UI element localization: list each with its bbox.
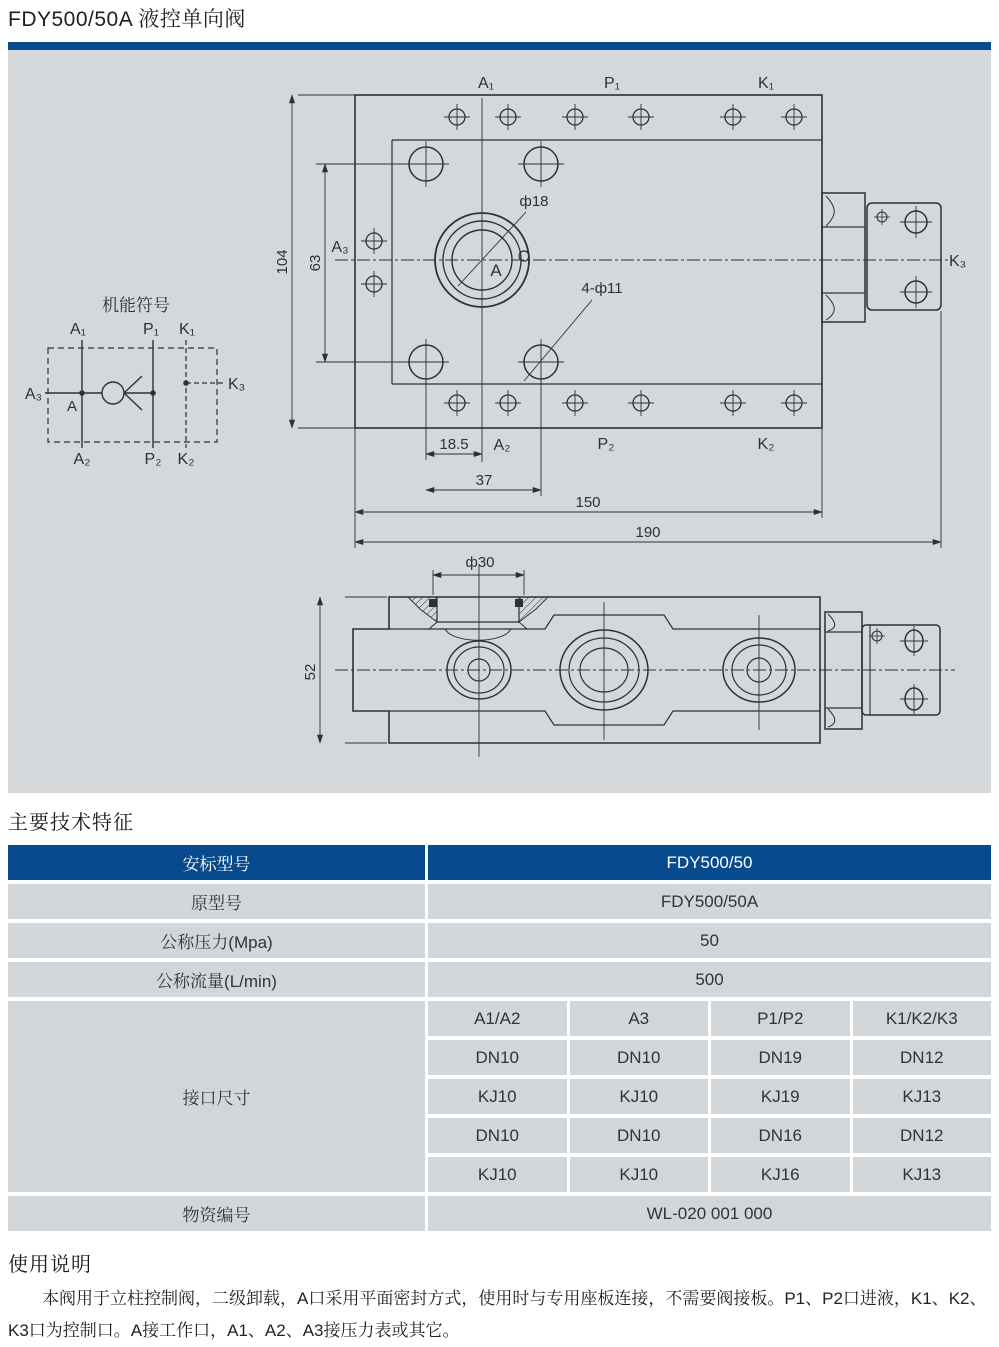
table-row-ports — [8, 1001, 991, 1192]
holes-callout: 4-ф11 — [581, 280, 623, 297]
top-label-p1: P₁ — [603, 75, 621, 92]
grid-cell: DN10 — [428, 1040, 567, 1075]
row-value: WL-020 001 000 — [428, 1196, 991, 1231]
grid-cell: A1/A2 — [428, 1001, 567, 1036]
dim-phi30: ф30 — [465, 554, 495, 571]
grid-row — [428, 1118, 991, 1153]
top-label-a1: A₁ — [477, 75, 495, 92]
grid-cell: DN12 — [853, 1118, 992, 1153]
symbol-label-p2: P₂ — [144, 451, 162, 468]
grid-cell: KJ13 — [853, 1079, 992, 1114]
table-row-pressure — [8, 923, 991, 958]
usage-heading: 使用说明 — [8, 1254, 92, 1276]
function-symbol — [25, 296, 245, 468]
hex-fitting-top — [822, 193, 865, 322]
row-label: 原型号 — [8, 884, 425, 919]
grid-row — [428, 1157, 991, 1192]
dim-104: 104 — [274, 249, 291, 275]
top-label-k1: K₁ — [757, 75, 775, 92]
top-label-p2: P₂ — [597, 436, 615, 453]
grid-cell: DN10 — [570, 1118, 709, 1153]
top-label-k3: K₃ — [949, 253, 967, 270]
table-row-flow — [8, 962, 991, 997]
bottom-flange-holes — [444, 390, 807, 416]
grid-cell: DN10 — [570, 1040, 709, 1075]
row-label: 接口尺寸 — [8, 1001, 425, 1192]
table-row-model — [8, 845, 991, 880]
row-value: FDY500/50A — [428, 884, 991, 919]
top-label-a2: A₂ — [493, 437, 511, 454]
usage-line-1: 本阀用于立柱控制阀，二级卸载，A口采用平面密封方式，使用时与专用座板连接，不需要阀接板。P1、P2口进液，K1、K2、 — [42, 1289, 987, 1308]
side-view-dimensions — [320, 570, 524, 743]
top-label-a3: A₃ — [331, 239, 349, 256]
grid-row — [428, 1001, 991, 1036]
dim-52: 52 — [302, 663, 319, 681]
row-label: 物资编号 — [8, 1196, 425, 1231]
grid-cell: DN12 — [853, 1040, 992, 1075]
row-value: FDY500/50 — [428, 845, 991, 880]
symbol-label-k1: K₁ — [178, 321, 196, 338]
grid-row — [428, 1040, 991, 1075]
symbol-envelope — [48, 348, 217, 442]
grid-cell: KJ10 — [428, 1079, 567, 1114]
row-label: 公称压力(Mpa) — [8, 923, 425, 958]
grid-cell: DN10 — [428, 1118, 567, 1153]
grid-cell: KJ19 — [711, 1079, 850, 1114]
dim-190: 190 — [635, 524, 661, 541]
row-label: 安标型号 — [8, 845, 425, 880]
technical-drawing — [8, 50, 991, 793]
a3-holes — [361, 228, 387, 297]
dim-150: 150 — [575, 494, 601, 511]
usage-paragraph — [8, 1283, 993, 1347]
hex-fitting-side — [825, 612, 862, 729]
grid-cell: A3 — [570, 1001, 709, 1036]
row-value: 50 — [428, 923, 991, 958]
symbol-label-a2: A₂ — [73, 451, 91, 468]
grid-cell: KJ16 — [711, 1157, 850, 1192]
symbol-label-k2: K₂ — [177, 451, 195, 468]
symbol-label-p1: P₁ — [142, 321, 160, 338]
grid-cell: K1/K2/K3 — [853, 1001, 992, 1036]
mounting-holes — [403, 141, 564, 385]
k3-flange-top — [867, 203, 941, 310]
counterbore — [408, 597, 548, 640]
table-row-orig-model — [8, 884, 991, 919]
grid-cell: KJ10 — [570, 1079, 709, 1114]
tech-heading: 主要技术特征 — [8, 812, 134, 834]
symbol-label-k3: K₃ — [228, 376, 246, 393]
page-title: FDY500/50A 液控单向阀 — [8, 8, 246, 31]
usage-line-2: K3口为控制口。A接工作口，A1、A2、A3接压力表或其它。 — [8, 1321, 460, 1340]
grid-row — [428, 1079, 991, 1114]
top-flange-holes — [444, 104, 807, 130]
grid-cell: DN19 — [711, 1040, 850, 1075]
top-label-k2: K₂ — [757, 436, 775, 453]
dim-18-5: 18.5 — [439, 436, 469, 453]
symbol-label-a1: A₁ — [69, 321, 87, 338]
dim-63: 63 — [307, 254, 324, 272]
grid-cell: KJ10 — [428, 1157, 567, 1192]
drawing-panel — [8, 50, 991, 793]
side-view — [302, 554, 955, 757]
table-row-material-code — [8, 1196, 991, 1231]
spec-table — [8, 845, 991, 1235]
symbol-label-a3: A₃ — [24, 386, 42, 403]
dim-37: 37 — [475, 472, 493, 489]
grid-cell: KJ10 — [570, 1157, 709, 1192]
port-size-grid — [428, 1001, 991, 1192]
bore-callout: ф18 — [519, 193, 549, 210]
row-label: 公称流量(L/min) — [8, 962, 425, 997]
function-symbol-title: 机能符号 — [102, 296, 170, 315]
symbol-label-a: A — [66, 398, 78, 415]
top-view — [274, 75, 966, 548]
top-label-a: A — [490, 261, 502, 280]
grid-cell: P1/P2 — [711, 1001, 850, 1036]
accent-divider-bar — [8, 42, 991, 50]
row-value: 500 — [428, 962, 991, 997]
grid-cell: DN16 — [711, 1118, 850, 1153]
grid-cell: KJ13 — [853, 1157, 992, 1192]
